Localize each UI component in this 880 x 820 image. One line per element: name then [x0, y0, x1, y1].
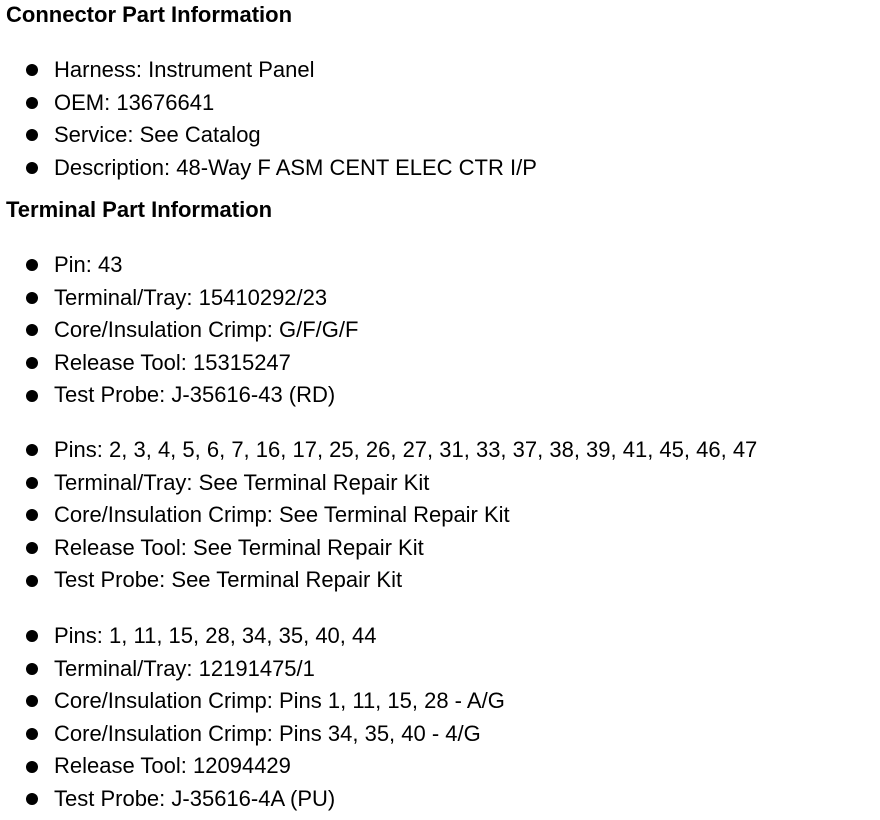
- list-item-text: OEM: 13676641: [54, 89, 215, 115]
- list-item-text: Description: 48-Way F ASM CENT ELEC CTR I/P: [54, 154, 537, 180]
- list-item: [0, 379, 358, 412]
- bullet-dot-icon: [26, 542, 38, 554]
- list-item: [0, 499, 757, 532]
- list-item: [0, 87, 537, 120]
- bullet-dot-icon: [26, 162, 38, 174]
- bullet-dot-icon: [26, 259, 38, 271]
- list-item-text: Service: See Catalog: [54, 122, 261, 148]
- bullet-dot-icon: [26, 509, 38, 521]
- list-item: [0, 564, 757, 597]
- terminal-group-3-list: [0, 620, 505, 816]
- bullet-dot-icon: [26, 630, 38, 642]
- list-item: [0, 685, 505, 718]
- bullet-dot-icon: [26, 129, 38, 141]
- list-item-text: Test Probe: J-35616-43 (RD): [54, 382, 336, 408]
- bullet-dot-icon: [26, 695, 38, 707]
- list-item-text: Test Probe: J-35616-4A (PU): [54, 785, 336, 811]
- bullet-dot-icon: [26, 64, 38, 76]
- list-item: [0, 532, 757, 565]
- list-item-text: Test Probe: See Terminal Repair Kit: [54, 567, 403, 593]
- list-item-text: Terminal/Tray: See Terminal Repair Kit: [54, 469, 430, 495]
- list-item-text: Terminal/Tray: 12191475/1: [54, 655, 315, 681]
- list-item-text: Harness: Instrument Panel: [54, 57, 315, 82]
- terminal-part-heading: Terminal Part Information: [6, 197, 273, 222]
- bullet-dot-icon: [26, 663, 38, 675]
- list-item: [0, 718, 505, 751]
- connector-part-heading: Connector Part Information: [6, 2, 293, 27]
- bullet-dot-icon: [26, 324, 38, 336]
- list-item-text: Release Tool: 12094429: [54, 753, 291, 779]
- list-item-text: Core/Insulation Crimp: Pins 1, 11, 15, 28 - A/G: [54, 688, 505, 714]
- bullet-dot-icon: [26, 793, 38, 805]
- list-item-text: Core/Insulation Crimp: G/F/G/F: [54, 317, 359, 343]
- list-item-text: Core/Insulation Crimp: Pins 34, 35, 40 - 4/G: [54, 720, 481, 746]
- list-item: [0, 434, 757, 467]
- list-item: [0, 119, 537, 152]
- bullet-dot-icon: [26, 390, 38, 402]
- list-item: [0, 783, 505, 816]
- bullet-dot-icon: [26, 728, 38, 740]
- terminal-group-1-list: [0, 249, 358, 412]
- bullet-dot-icon: [26, 292, 38, 304]
- list-item: [0, 620, 505, 653]
- connector-part-list: [0, 54, 537, 184]
- list-item: [0, 314, 358, 347]
- list-item: [0, 347, 358, 380]
- list-item-text: Release Tool: See Terminal Repair Kit: [54, 534, 424, 560]
- list-item: [0, 653, 505, 686]
- bullet-dot-icon: [26, 97, 38, 109]
- terminal-group-2-list: [0, 434, 757, 597]
- list-item: [0, 54, 537, 87]
- bullet-dot-icon: [26, 444, 38, 456]
- bullet-dot-icon: [26, 575, 38, 587]
- list-item: [0, 750, 505, 783]
- list-item-text: Pin: 43: [54, 252, 123, 277]
- list-item-text: Core/Insulation Crimp: See Terminal Repair Kit: [54, 502, 510, 528]
- bullet-dot-icon: [26, 357, 38, 369]
- list-item: [0, 467, 757, 500]
- list-item-text: Terminal/Tray: 15410292/23: [54, 284, 328, 310]
- list-item-text: Release Tool: 15315247: [54, 349, 291, 375]
- bullet-dot-icon: [26, 477, 38, 489]
- bullet-dot-icon: [26, 761, 38, 773]
- list-item-text: Pins: 2, 3, 4, 5, 6, 7, 16, 17, 25, 26, 27, 31, 33, 37, 38, 39, 41, 45, 46, 47: [54, 437, 758, 462]
- list-item: [0, 249, 358, 282]
- list-item: [0, 152, 537, 185]
- list-item-text: Pins: 1, 11, 15, 28, 34, 35, 40, 44: [54, 623, 377, 648]
- list-item: [0, 282, 358, 315]
